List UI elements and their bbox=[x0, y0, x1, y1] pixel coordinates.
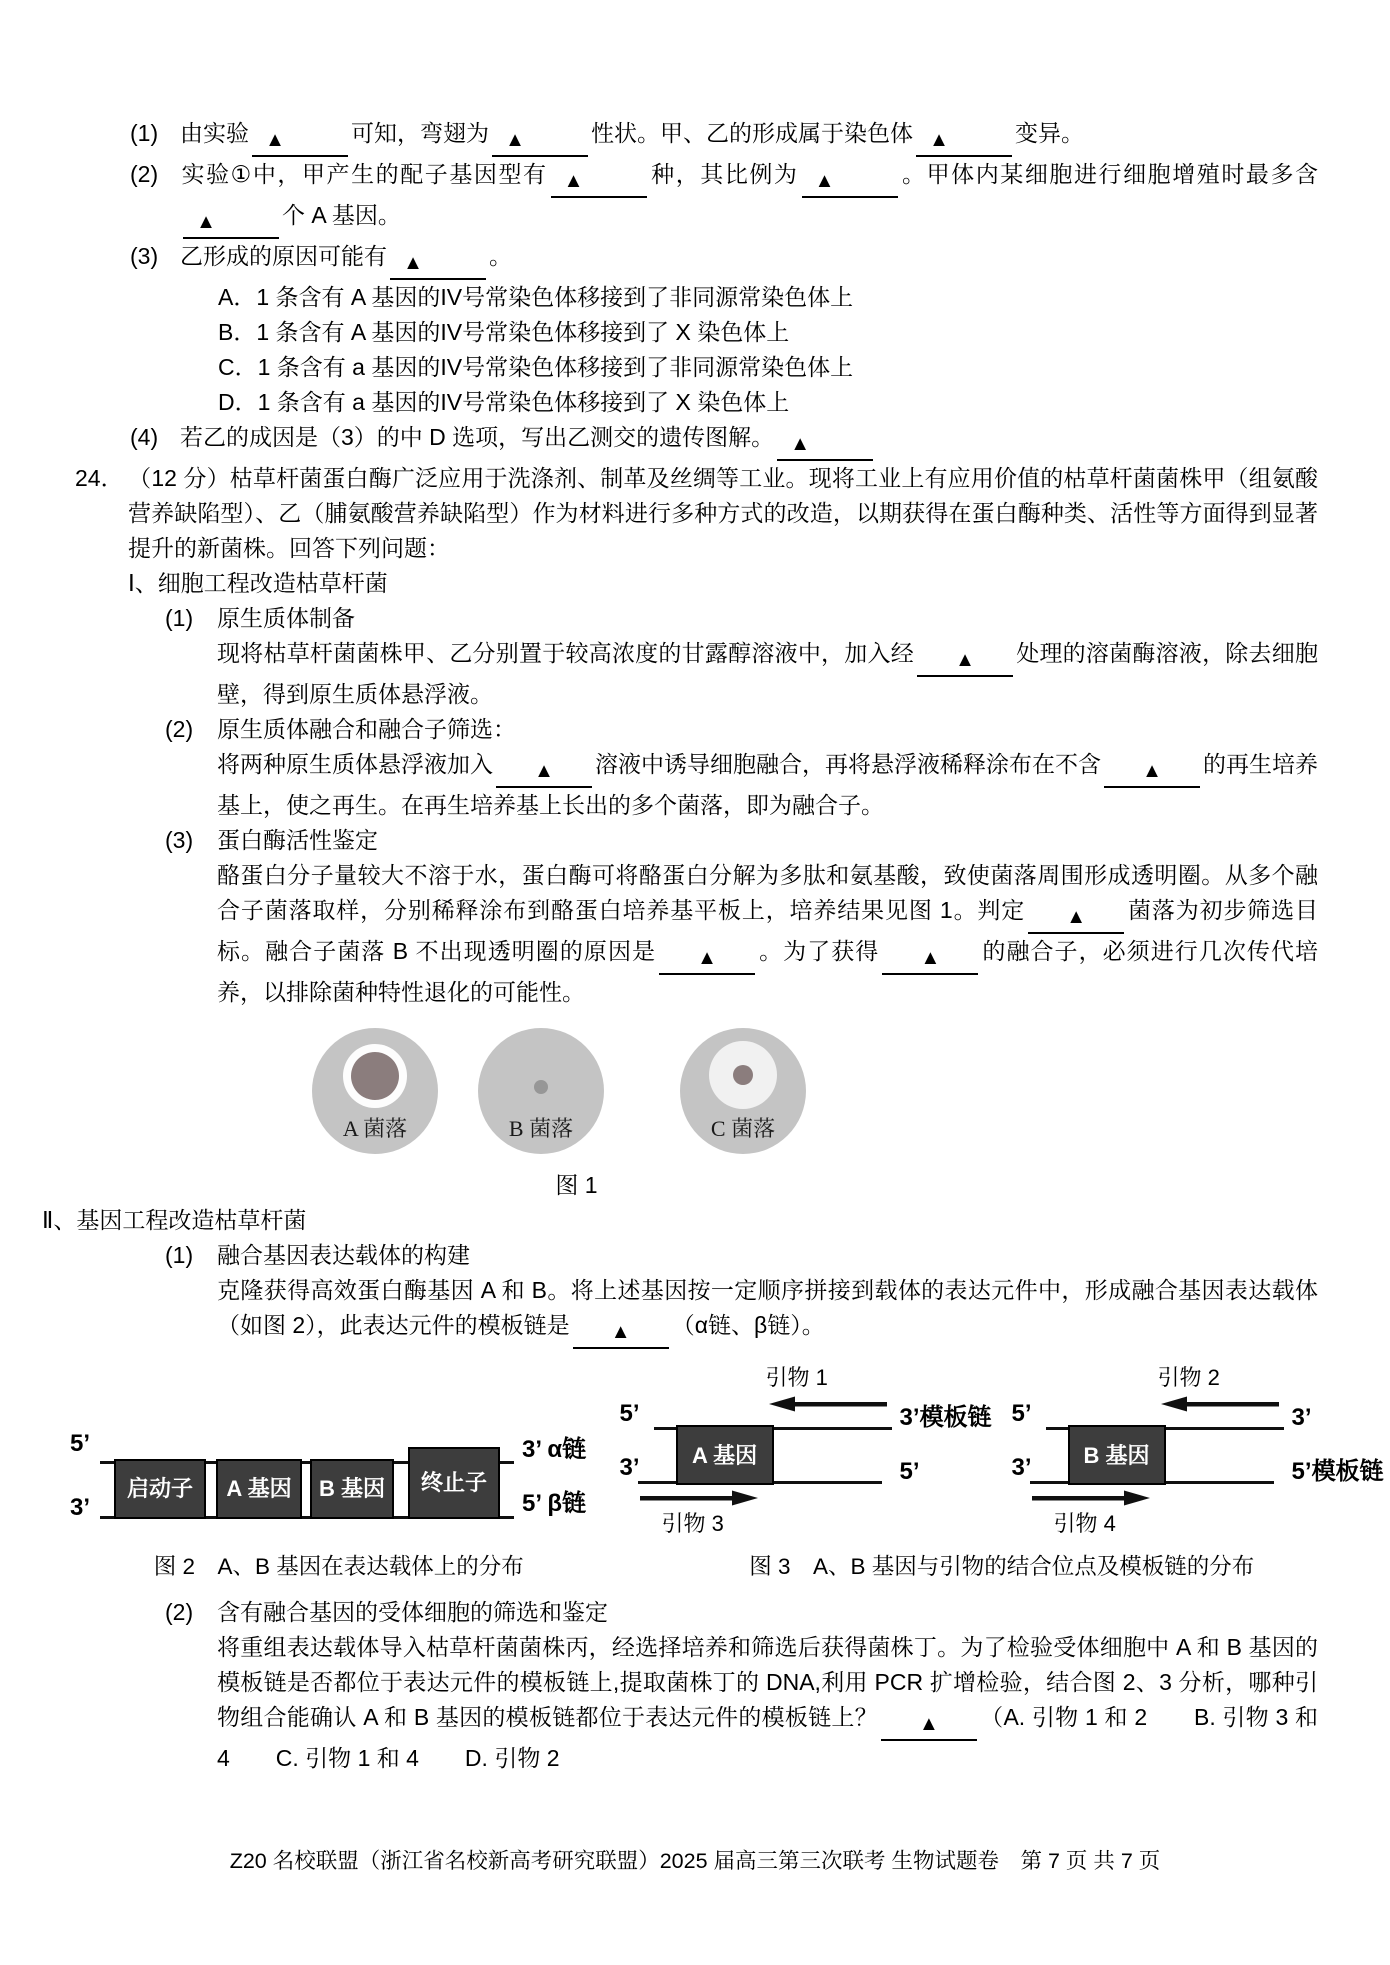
option-a: A．1 条含有 A 基因的IV号常染色体移接到了非同源常染色体上 bbox=[218, 284, 854, 310]
text-segment: （α链、β链）。 bbox=[671, 1312, 825, 1338]
figure-1-caption: 图 1 bbox=[555, 1172, 598, 1198]
option-d: D．1 条含有 a 基因的IV号常染色体移接到了 X 染色体上 bbox=[218, 389, 790, 415]
item-title: 融合基因表达载体的构建 bbox=[217, 1242, 470, 1268]
item-text bbox=[180, 243, 512, 274]
gene-b-3prime-left-label: 3’ bbox=[1011, 1454, 1032, 1481]
q23-part-4 bbox=[130, 420, 1318, 461]
question-intro-text: （12 分）枯草杆菌蛋白酶广泛应用于洗涤剂、制革及丝绸等工业。现将工业上有应用价值的枯草杆菌菌株甲（组氨酸营养缺陷型）、乙（脯氨酸营养缺陷型）作为材料进行多种方式的改造，以期获得在蛋白酶种类、活性等方面得到显著提升的新菌株。回答下列问题： bbox=[128, 465, 1318, 561]
text-segment: 由实验 bbox=[180, 120, 249, 146]
text-segment: 酪蛋白分子量较大不溶于水，蛋白酶可将酪蛋白分解为多肽和氨基酸，致使菌落周围形成透明圈。从多个融合子菌落取样，分别稀释涂布到酪蛋白培养基平板上，培养结果见图 1。判定 bbox=[217, 862, 1318, 923]
strand-end-label-3prime: 3’ bbox=[70, 1494, 91, 1521]
clear-zone bbox=[709, 1041, 777, 1109]
answer-blank: ▲ bbox=[802, 166, 898, 198]
answer-blank: ▲ bbox=[1028, 902, 1124, 934]
answer-blank: ▲ bbox=[882, 943, 978, 975]
gene-a-3prime-label: 3’ bbox=[619, 1454, 640, 1481]
colony-a-core bbox=[351, 1052, 399, 1100]
colony-a bbox=[312, 1028, 438, 1154]
answer-blank: ▲ bbox=[777, 429, 873, 461]
colony-c-core bbox=[733, 1065, 753, 1085]
s2-item-1-body bbox=[217, 1273, 1318, 1349]
question-number: 24． bbox=[75, 465, 124, 491]
promoter-box: 启动子 bbox=[114, 1459, 206, 1519]
item-label: (1) bbox=[165, 1242, 194, 1268]
gene-b-box: B 基因 bbox=[310, 1459, 394, 1519]
item-label: (2) bbox=[165, 1599, 194, 1625]
gene-a-3prime-template-label: 3’模板链 bbox=[899, 1404, 992, 1431]
s2-item-2-body bbox=[217, 1630, 1318, 1776]
text-segment: 变异。 bbox=[1015, 120, 1084, 146]
s1-item-1-body bbox=[217, 636, 1318, 712]
s2-item-2-heading bbox=[165, 1595, 1390, 1630]
text-segment: 。 bbox=[489, 243, 512, 269]
primer-1-label: 引物 1 bbox=[765, 1365, 828, 1390]
figure-3-diagram bbox=[614, 1365, 1390, 1541]
answer-blank: ▲ bbox=[551, 166, 647, 198]
item-label: (3) bbox=[165, 827, 194, 853]
text-segment: 的融合子，必须进行几次传代培养，以排除菌种特性退化的可能性。 bbox=[217, 938, 1319, 1005]
beta-chain-label: 5’ β链 bbox=[522, 1490, 587, 1517]
figure-3 bbox=[614, 1365, 1390, 1581]
item-title: 含有融合基因的受体细胞的筛选和鉴定 bbox=[217, 1599, 608, 1625]
figure-2-diagram bbox=[70, 1421, 595, 1541]
strand-end-label-5prime: 5’ bbox=[70, 1430, 91, 1457]
text-segment: （A. 引物 1 和 2 B. 引物 3 和 4 C. 引物 1 和 4 D. 引物 2 bbox=[217, 1704, 1318, 1771]
primer-2-arrow-left-icon bbox=[1161, 1395, 1279, 1413]
gene-a-5prime-label: 5’ bbox=[619, 1400, 640, 1427]
gene-b-unit bbox=[1006, 1365, 1384, 1541]
terminator-box: 终止子 bbox=[408, 1447, 500, 1519]
text-segment: 克隆获得高效蛋白酶基因 A 和 B。将上述基因按一定顺序拼接到载体的表达元件中，形成融合基因表达载体（如图 2），此表达元件的模板链是 bbox=[217, 1277, 1318, 1338]
primer-4-arrow-right-icon bbox=[1032, 1489, 1150, 1507]
item-label: (2) bbox=[165, 716, 194, 742]
text-segment: 处理的溶菌酶溶液，除去细胞壁，得到原生质体悬浮液。 bbox=[217, 640, 1319, 707]
text-segment: 菌落为初步筛选目标。融合子菌落 B 不出现透明圈的原因是 bbox=[217, 897, 1319, 964]
item-label: (2) bbox=[130, 161, 159, 187]
answer-blank: ▲ bbox=[881, 1709, 977, 1741]
item-label: (3) bbox=[130, 243, 159, 269]
option-c: C．1 条含有 a 基因的IV号常染色体移接到了非同源常染色体上 bbox=[218, 354, 854, 380]
answer-blank: ▲ bbox=[659, 943, 755, 975]
s1-item-2-body bbox=[217, 747, 1318, 823]
item-text bbox=[180, 424, 876, 455]
answer-blank: ▲ bbox=[183, 207, 279, 239]
answer-blank: ▲ bbox=[496, 756, 592, 788]
figure-2 bbox=[70, 1421, 608, 1581]
q23-part-3-options bbox=[218, 280, 1390, 420]
section-1-heading: Ⅰ、细胞工程改造枯草杆菌 bbox=[128, 570, 388, 596]
item-label: (1) bbox=[130, 120, 159, 146]
answer-blank: ▲ bbox=[390, 248, 486, 280]
q23-part-3 bbox=[130, 239, 1318, 280]
text-segment: 可知，弯翅为 bbox=[351, 120, 489, 146]
text-segment: 若乙的成因是（3）的中 D 选项，写出乙测交的遗传图解。 bbox=[180, 424, 775, 450]
text-segment: 个 A 基因。 bbox=[282, 202, 401, 228]
colony-c bbox=[680, 1028, 806, 1154]
gene-a-5prime-right-label: 5’ bbox=[899, 1458, 920, 1485]
colony-b bbox=[478, 1028, 604, 1154]
text-segment: 。甲体内某细胞进行细胞增殖时最多含 bbox=[900, 161, 1319, 187]
gene-a-box: A 基因 bbox=[216, 1459, 302, 1519]
gene-b-box: B 基因 bbox=[1068, 1425, 1166, 1485]
figure-3-caption: 图 3 A、B 基因与引物的结合位点及模板链的分布 bbox=[749, 1554, 1255, 1579]
primer-4-label: 引物 4 bbox=[1053, 1511, 1116, 1536]
gene-b-5prime-template-label: 5’模板链 bbox=[1291, 1458, 1384, 1485]
text-segment: 将重组表达载体导入枯草杆菌菌株丙，经选择培养和筛选后获得菌株丁。为了检验受体细胞中 A 和 B 基因的模板链是否都位于表达元件的模板链上,提取菌株丁的 DNA,利用 PCR 扩增检验，结合图 2、3 分析，哪种引物组合能确认 A 和 B 基因的模板链都位于表达元件的模板链上？ bbox=[217, 1634, 1318, 1730]
text-segment: 溶液中诱导细胞融合，再将悬浮液稀释涂布在不含 bbox=[595, 751, 1101, 777]
item-label: (4) bbox=[130, 424, 159, 450]
q23-part-1 bbox=[130, 116, 1318, 157]
text-segment: 实验①中，甲产生的配子基因型有 bbox=[180, 161, 548, 187]
colony-b-core bbox=[534, 1080, 548, 1094]
item-title: 原生质体制备 bbox=[217, 605, 355, 631]
figures-2-3-row bbox=[70, 1365, 1390, 1581]
item-label: (1) bbox=[165, 605, 194, 631]
item-text bbox=[180, 120, 1084, 151]
gene-b-3prime-label: 3’ bbox=[1291, 1404, 1312, 1431]
text-segment: 乙形成的原因可能有 bbox=[180, 243, 387, 269]
s1-item-3-body bbox=[217, 858, 1318, 1010]
primer-2-label: 引物 2 bbox=[1157, 1365, 1220, 1390]
answer-blank: ▲ bbox=[573, 1317, 669, 1349]
answer-blank: ▲ bbox=[916, 125, 1012, 157]
colony-b-label: B 菌落 bbox=[508, 1116, 574, 1141]
q24-intro bbox=[75, 461, 1318, 566]
colony-a-label: A 菌落 bbox=[342, 1116, 408, 1141]
gene-a-box: A 基因 bbox=[676, 1425, 774, 1485]
text-segment: 性状。甲、乙的形成属于染色体 bbox=[591, 120, 913, 146]
primer-1-arrow-left-icon bbox=[769, 1395, 887, 1413]
option-b: B．1 条含有 A 基因的IV号常染色体移接到了 X 染色体上 bbox=[218, 319, 790, 345]
s1-item-3-heading bbox=[165, 823, 1390, 858]
figure-2-caption: 图 2 A、B 基因在表达载体上的分布 bbox=[153, 1554, 524, 1579]
gene-b-5prime-label: 5’ bbox=[1011, 1400, 1032, 1427]
item-title: 蛋白酶活性鉴定 bbox=[217, 827, 378, 853]
gene-a-unit bbox=[614, 1365, 1002, 1541]
item-title: 原生质体融合和融合子筛选： bbox=[217, 716, 516, 742]
text-segment: 现将枯草杆菌菌株甲、乙分别置于较高浓度的甘露醇溶液中，加入经 bbox=[217, 640, 914, 666]
text-segment: 将两种原生质体悬浮液加入 bbox=[217, 751, 493, 777]
item-text bbox=[180, 161, 1319, 233]
s1-item-2-heading bbox=[165, 712, 1390, 747]
answer-blank: ▲ bbox=[252, 125, 348, 157]
text-segment: 的再生培养基上，使之再生。在再生培养基上长出的多个菌落，即为融合子。 bbox=[217, 751, 1318, 818]
page-footer: Z20 名校联盟（浙江省名校新高考研究联盟）2025 届高三第三次联考 生物试题卷 第 7 页 共 7 页 bbox=[229, 1849, 1161, 1873]
section-2-heading: Ⅱ、基因工程改造枯草杆菌 bbox=[42, 1207, 307, 1233]
primer-3-arrow-right-icon bbox=[640, 1489, 758, 1507]
primer-3-label: 引物 3 bbox=[661, 1511, 724, 1536]
s1-item-1-heading bbox=[165, 601, 1390, 636]
answer-blank: ▲ bbox=[492, 125, 588, 157]
s2-item-1-heading bbox=[165, 1238, 1390, 1273]
clear-ring bbox=[343, 1044, 407, 1108]
text-segment: 种，其比例为 bbox=[649, 161, 799, 187]
text-segment: 。为了获得 bbox=[758, 938, 880, 964]
q23-part-2 bbox=[130, 157, 1318, 239]
figure-1 bbox=[312, 1028, 1390, 1154]
answer-blank: ▲ bbox=[1104, 756, 1200, 788]
colony-c-label: C 菌落 bbox=[710, 1116, 776, 1141]
alpha-chain-label: 3’ α链 bbox=[522, 1436, 587, 1463]
answer-blank: ▲ bbox=[917, 645, 1013, 677]
